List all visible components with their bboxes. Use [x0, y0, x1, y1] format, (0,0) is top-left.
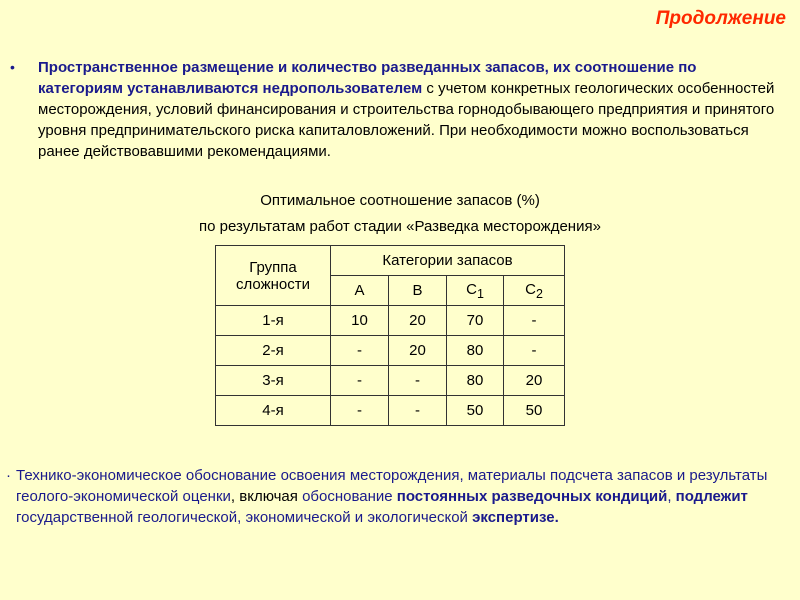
cell-c2: - [504, 306, 565, 336]
bullet-paragraph-1 [10, 57, 780, 162]
cell-group: 4-я [216, 396, 331, 426]
header-group: Группа сложности [216, 246, 331, 306]
cell-c2: 20 [504, 366, 565, 396]
cell-c1: 80 [447, 336, 504, 366]
cell-a: - [331, 366, 389, 396]
slide-heading: Продолжение [655, 8, 786, 29]
table-row [216, 306, 565, 336]
cell-group: 1-я [216, 306, 331, 336]
bullet2-part: подлежит [675, 488, 748, 505]
bullet-marker: • [10, 59, 15, 75]
table-caption-line1: Оптимальное соотношение запасов (%) [260, 192, 540, 209]
bullet2-part: Технико-экономическое обоснование освоения месторождения, материалы подсчета запасов и результаты геолого-экономической оценки [16, 467, 768, 505]
table-row [216, 396, 565, 426]
header-col-c2: $C_2$ [504, 276, 565, 306]
bullet2-part: экспертизе. [472, 509, 559, 526]
cell-group: 2-я [216, 336, 331, 366]
bullet1-bold-text: Пространственное размещение и количество разведанных запасов, их соотношение по категориям устанавливаются недропользователем [38, 59, 697, 97]
header-col-a: A [331, 276, 389, 306]
table-row [216, 336, 565, 366]
cell-b: 20 [389, 306, 447, 336]
cell-c2: 50 [504, 396, 565, 426]
bullet2-part: , [667, 488, 676, 505]
cell-c1: 70 [447, 306, 504, 336]
cell-c1: 80 [447, 366, 504, 396]
bullet2-part: постоянных разведочных кондиций [396, 488, 668, 505]
table-caption-line2: по результатам работ стадии «Разведка месторождения» [199, 218, 601, 235]
bullet-paragraph-2 [6, 465, 776, 528]
cell-c1: 50 [447, 396, 504, 426]
table-header-row [216, 246, 565, 276]
cell-b: 20 [389, 336, 447, 366]
bullet2-part: , включая [230, 488, 303, 505]
cell-b: - [389, 396, 447, 426]
cell-a: 10 [331, 306, 389, 336]
bullet1-rest-text: с учетом конкретных геологических особенностей месторождения, условий финансирования и строительства горнодобывающего предприятия и принятого уровня предпринимательского риска капиталовложений. При необходимости можно воспользоваться ранее действовавшими рекомендациями. [38, 80, 775, 160]
reserves-table [215, 245, 565, 426]
cell-a: - [331, 396, 389, 426]
header-col-b: B [389, 276, 447, 306]
cell-c2: - [504, 336, 565, 366]
bullet2-part: государственной геологической, экономической и экологической [16, 509, 473, 526]
cell-a: - [331, 336, 389, 366]
bullet2-part: обоснование [302, 488, 397, 505]
bullet-marker: · [6, 467, 11, 484]
cell-b: - [389, 366, 447, 396]
header-categories: Категории запасов [331, 246, 565, 276]
table-row [216, 366, 565, 396]
header-col-c1: $C_1$ [447, 276, 504, 306]
cell-group: 3-я [216, 366, 331, 396]
